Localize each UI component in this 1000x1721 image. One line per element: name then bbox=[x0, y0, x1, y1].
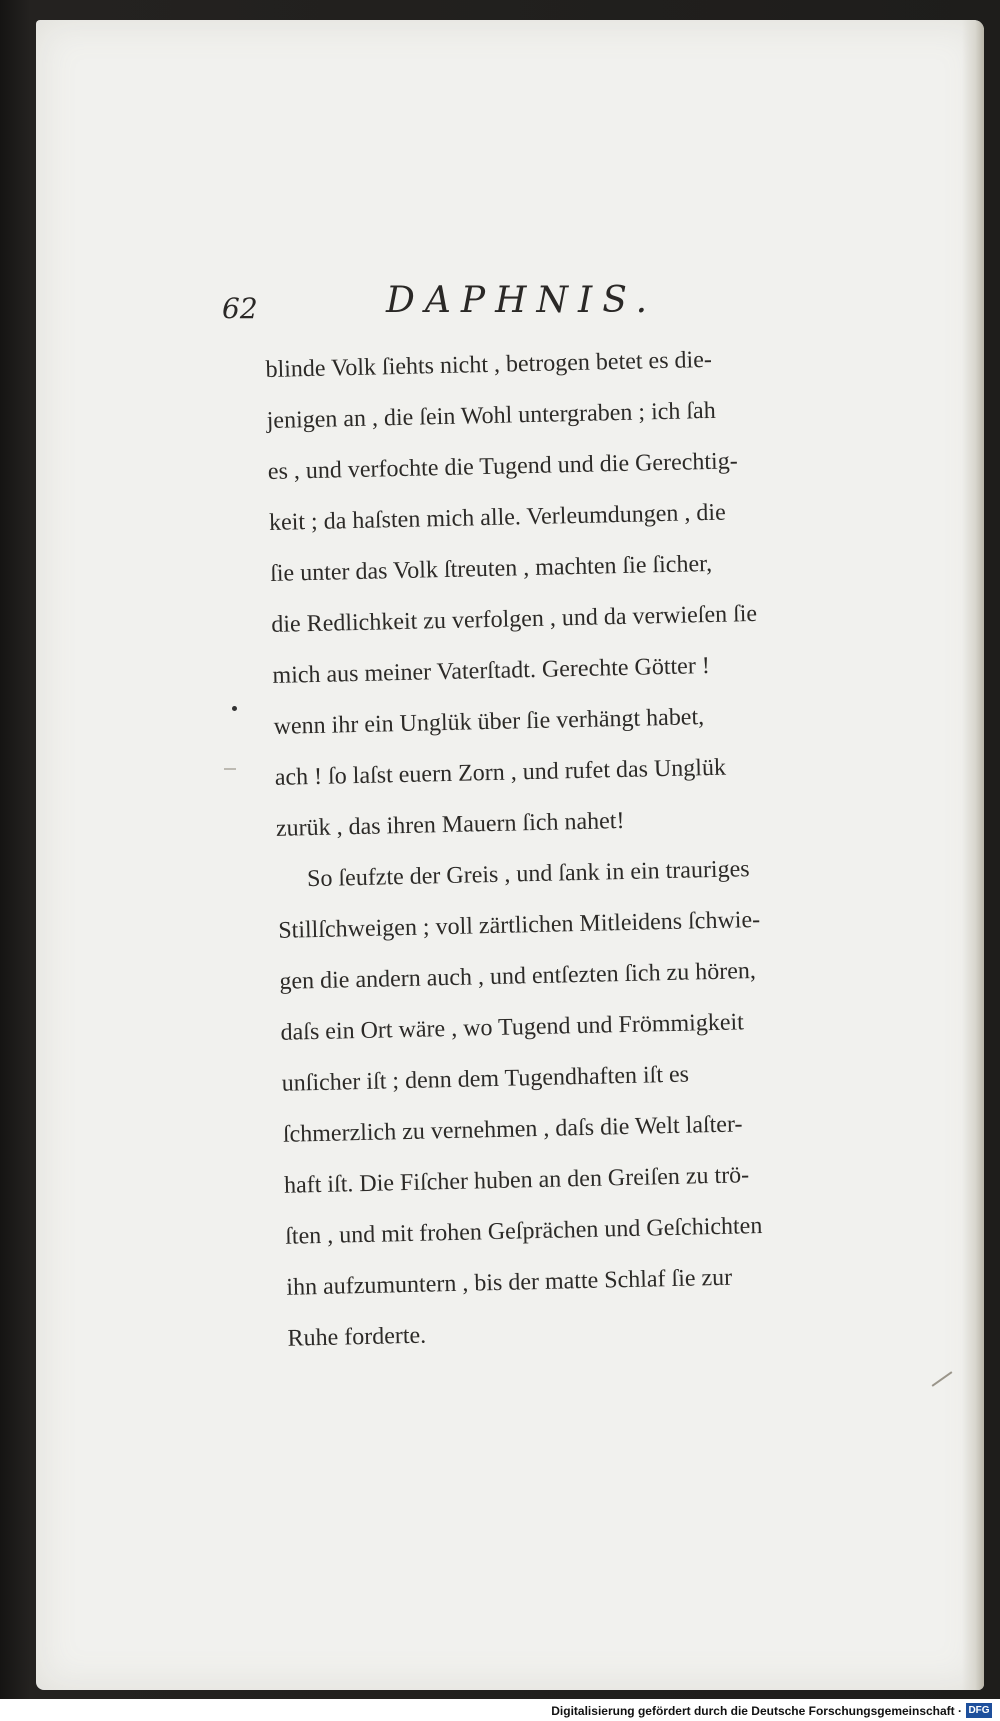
text-line: unſicher iſt ; denn dem Tugendhaften iſt es bbox=[281, 1061, 690, 1097]
page-header bbox=[222, 280, 682, 330]
margin-mark bbox=[224, 768, 236, 770]
text-line: jenigen an , die ſein Wohl untergraben ; ich ſah bbox=[266, 397, 716, 434]
text-line: daſs ein Ort wäre , wo Tugend und Frömmigkeit bbox=[280, 1009, 745, 1046]
text-line: ach ! ſo laſst euern Zorn , und rufet das Unglük bbox=[274, 754, 727, 791]
text-line: zurük , das ihren Mauern ſich nahet! bbox=[275, 807, 625, 842]
text-line: wenn ihr ein Unglük über ſie verhängt habet, bbox=[273, 704, 705, 740]
body-text bbox=[265, 332, 858, 1365]
text-line: ſchmerzlich zu vernehmen , daſs die Welt laſter- bbox=[282, 1111, 743, 1148]
text-line: ſten , und mit frohen Geſprächen und Geſchichten bbox=[284, 1212, 763, 1250]
text-line: gen die andern auch , und entſezten ſich zu hören, bbox=[279, 958, 757, 995]
text-line: die Redlichkeit zu verfolgen , und da verwieſen ſie bbox=[271, 600, 758, 638]
dfg-logo: DFG bbox=[966, 1703, 992, 1718]
text-line: blinde Volk ſiehts nicht , betrogen betet es die- bbox=[265, 346, 713, 383]
text-line: es , und verfochte die Tugend und die Gerechtig- bbox=[267, 448, 738, 485]
funding-credit: Digitalisierung gefördert durch die Deutsche Forschungsgemeinschaft · bbox=[551, 1704, 962, 1718]
text-line: ſie unter das Volk ſtreuten , machten ſie ſicher, bbox=[269, 550, 713, 587]
margin-mark bbox=[232, 706, 237, 711]
page-edge bbox=[962, 20, 984, 1690]
text-line: keit ; da haſsten mich alle. Verleumdungen , die bbox=[268, 499, 726, 536]
text-line: So ſeufzte der Greis , und ſank in ein trauriges bbox=[306, 856, 750, 893]
running-title: DAPHNIS. bbox=[386, 280, 658, 321]
footer-bar bbox=[0, 1699, 1000, 1721]
text-line: Ruhe forderte. bbox=[287, 1322, 427, 1352]
text-line: Stillſchweigen ; voll zärtlichen Mitleidens ſchwie- bbox=[277, 906, 761, 944]
text-line: haft iſt. Die Fiſcher huben an den Greiſen zu trö- bbox=[283, 1162, 750, 1199]
page-number: 62 bbox=[222, 292, 258, 325]
text-line: ihn aufzumuntern , bis der matte Schlaf ſie zur bbox=[286, 1264, 733, 1301]
text-line: mich aus meiner Vaterſtadt. Gerechte Götter ! bbox=[272, 652, 711, 689]
